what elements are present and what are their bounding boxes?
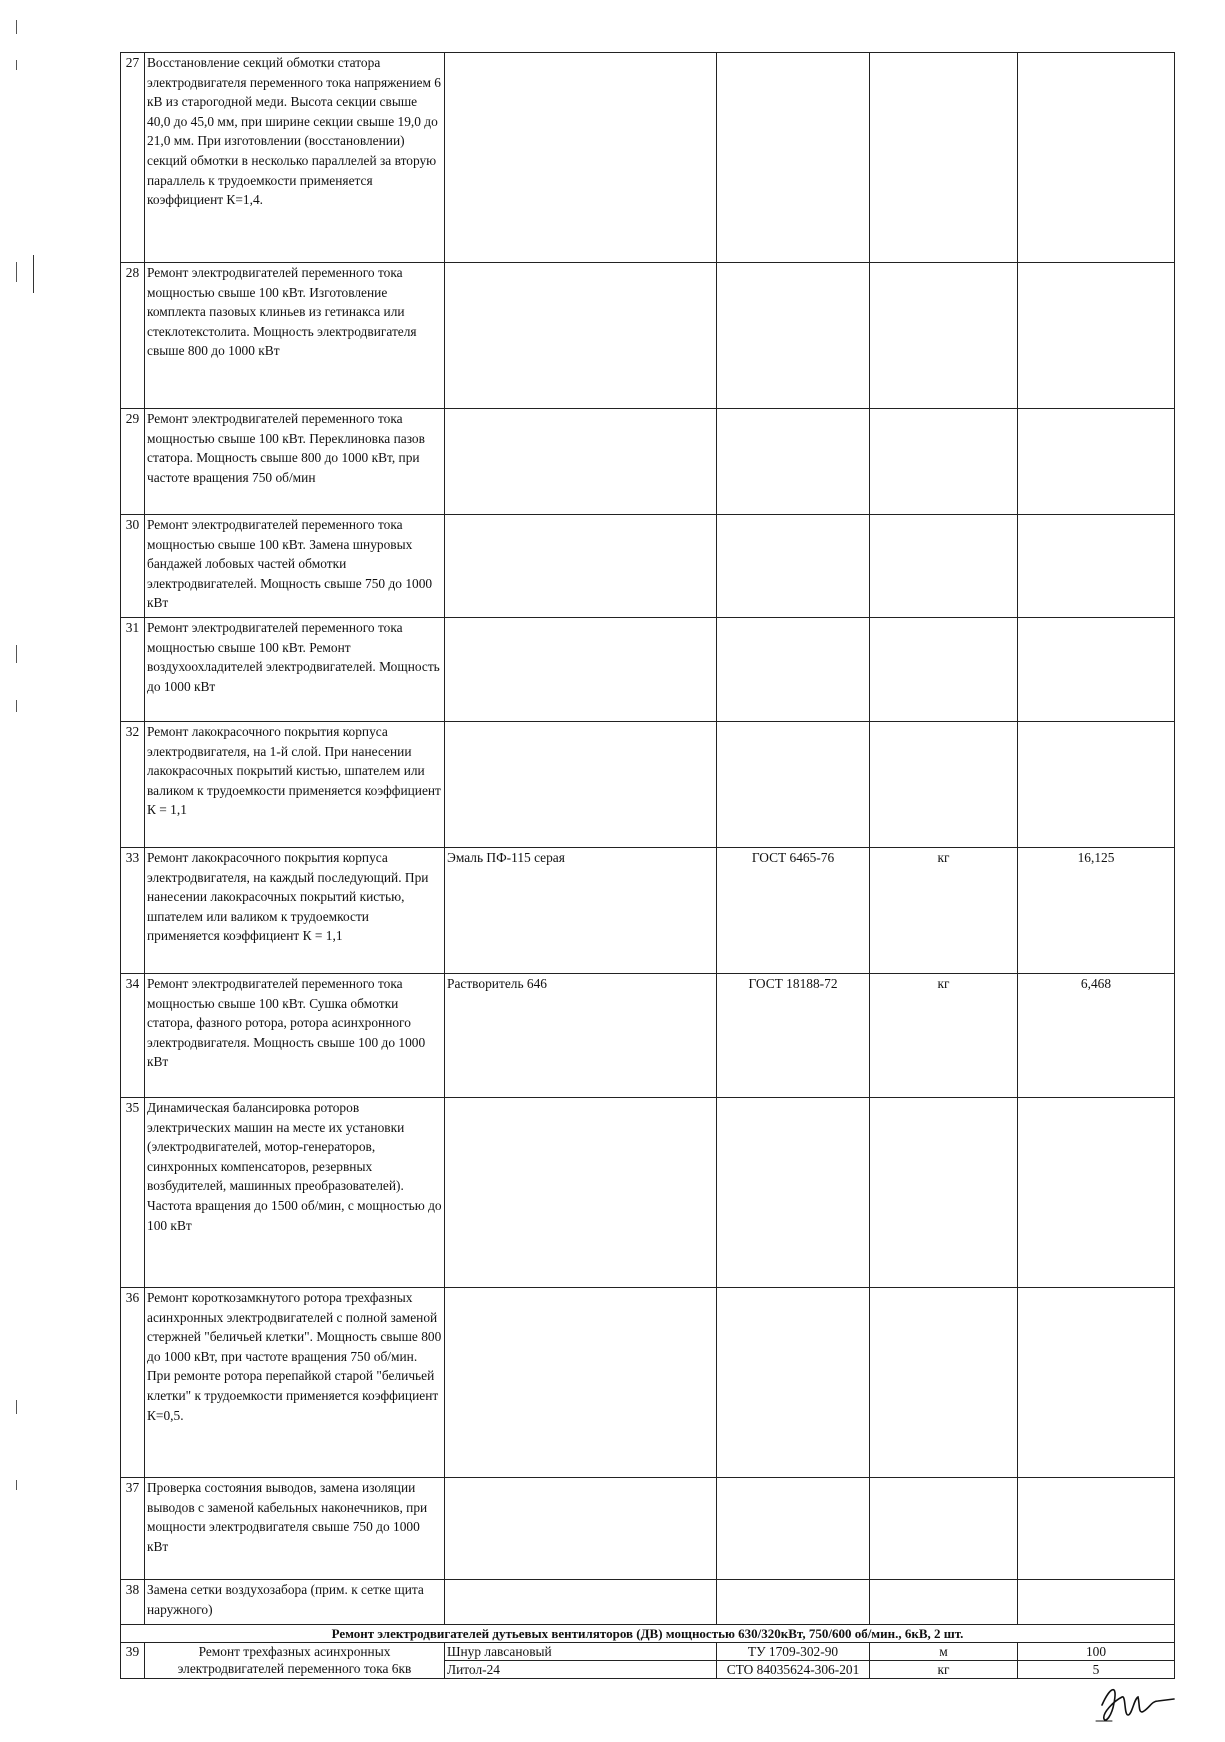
work-description: Ремонт электродвигателей переменного тока мощностью свыше 100 кВт. Ремонт воздухоохладителей электродвигателей. Мощность до 1000 кВт [145, 618, 445, 722]
material-cell [445, 53, 717, 263]
standard-cell [717, 53, 870, 263]
quantity-cell: 6,468 [1018, 974, 1175, 1098]
row-number: 27 [121, 53, 145, 263]
work-items-table [120, 52, 1175, 1679]
material-cell [445, 1098, 717, 1288]
unit-cell: кг [870, 1661, 1018, 1679]
unit-cell: кг [870, 848, 1018, 974]
unit-cell [870, 1098, 1018, 1288]
row-number: 37 [121, 1478, 145, 1580]
work-description [145, 1643, 445, 1679]
work-description: Ремонт электродвигателей переменного тока мощностью свыше 100 кВт. Переклиновка пазов статора. Мощность свыше 800 до 1000 кВт, при частоте вращения 750 об/мин [145, 409, 445, 515]
quantity-cell: 5 [1018, 1661, 1175, 1679]
table-row [121, 618, 1175, 722]
scan-artifact [16, 60, 17, 70]
table-row [121, 409, 1175, 515]
standard-cell: ГОСТ 6465-76 [717, 848, 870, 974]
table-row [121, 53, 1175, 263]
unit-cell [870, 722, 1018, 848]
unit-cell [870, 515, 1018, 618]
standard-cell [717, 515, 870, 618]
standard-cell [717, 1478, 870, 1580]
material-cell [445, 1580, 717, 1625]
row-number: 36 [121, 1288, 145, 1478]
row-number: 38 [121, 1580, 145, 1625]
standard-cell [717, 1098, 870, 1288]
standard-cell [717, 1288, 870, 1478]
table-row [121, 1098, 1175, 1288]
table-row [121, 263, 1175, 409]
work-description: Замена сетки воздухозабора (прим. к сетке щита наружного) [145, 1580, 445, 1625]
unit-cell [870, 409, 1018, 515]
scan-artifact [16, 645, 17, 663]
work-description: Ремонт электродвигателей переменного тока мощностью свыше 100 кВт. Замена шнуровых бандажей лобовых частей обмотки электродвигателей. Мощность свыше 750 до 1000 кВт [145, 515, 445, 618]
table-row [121, 722, 1175, 848]
material-cell: Эмаль ПФ-115 серая [445, 848, 717, 974]
work-description: Ремонт лакокрасочного покрытия корпуса электродвигателя, на 1-й слой. При нанесении лакокрасочных покрытий кистью, шпателем или валиком к трудоемкости применяется коэффициент К = 1,1 [145, 722, 445, 848]
scan-artifact [16, 1480, 17, 1490]
handwritten-signature [1092, 1675, 1182, 1730]
row-number: 28 [121, 263, 145, 409]
scan-artifact [16, 20, 17, 34]
work-description: Ремонт электродвигателей переменного тока мощностью свыше 100 кВт. Изготовление комплекта пазовых клиньев из гетинакса или стеклотекстолита. Мощность электродвигателя свыше 800 до 1000 кВт [145, 263, 445, 409]
work-description-text: Ремонт трехфазных асинхронных электродвигателей переменного тока 6кв [177, 1644, 412, 1676]
row-number: 34 [121, 974, 145, 1098]
table-row [121, 515, 1175, 618]
table-row [121, 1643, 1175, 1661]
table-row [121, 1288, 1175, 1478]
quantity-cell: 100 [1018, 1643, 1175, 1661]
unit-cell [870, 1288, 1018, 1478]
work-description: Ремонт электродвигателей переменного тока мощностью свыше 100 кВт. Сушка обмотки статора, фазного ротора, ротора асинхронного электродвигателя. Мощность свыше 100 до 1000 кВт [145, 974, 445, 1098]
row-number: 31 [121, 618, 145, 722]
row-number: 32 [121, 722, 145, 848]
standard-cell [717, 1580, 870, 1625]
section-header-row [121, 1625, 1175, 1643]
scan-artifact [16, 262, 17, 282]
table-row [121, 848, 1175, 974]
unit-cell: м [870, 1643, 1018, 1661]
standard-cell [717, 263, 870, 409]
unit-cell [870, 618, 1018, 722]
material-cell [445, 409, 717, 515]
material-cell [445, 263, 717, 409]
unit-cell [870, 53, 1018, 263]
work-description: Динамическая балансировка роторов электрических машин на месте их установки (электродвигателей, мотор-генераторов, синхронных компенсаторов, резервных возбудителей, машинных преобразователей). Частота вращения до 1500 об/мин, с мощностью до 100 кВт [145, 1098, 445, 1288]
row-number: 30 [121, 515, 145, 618]
quantity-cell [1018, 722, 1175, 848]
table-row [121, 1478, 1175, 1580]
material-cell [445, 1478, 717, 1580]
quantity-cell [1018, 1288, 1175, 1478]
quantity-cell [1018, 1478, 1175, 1580]
work-description: Проверка состояния выводов, замена изоляции выводов с заменой кабельных наконечников, при мощности электродвигателя свыше 750 до 1000 кВт [145, 1478, 445, 1580]
quantity-cell [1018, 1580, 1175, 1625]
material-cell: Растворитель 646 [445, 974, 717, 1098]
quantity-cell [1018, 263, 1175, 409]
section-header: Ремонт электродвигателей дутьевых вентиляторов (ДВ) мощностью 630/320кВт, 750/600 об/мин., 6кВ, 2 шт. [121, 1625, 1175, 1643]
standard-cell: СТО 84035624-306-201 [717, 1661, 870, 1679]
scan-artifact [16, 700, 17, 712]
standard-cell [717, 409, 870, 515]
quantity-cell [1018, 53, 1175, 263]
row-number: 29 [121, 409, 145, 515]
work-description: Ремонт лакокрасочного покрытия корпуса электродвигателя, на каждый последующий. При нанесении лакокрасочных покрытий кистью, шпателем или валиком к трудоемкости применяется коэффициент К = 1,1 [145, 848, 445, 974]
standard-cell [717, 618, 870, 722]
material-cell [445, 722, 717, 848]
table-row [121, 974, 1175, 1098]
unit-cell: кг [870, 974, 1018, 1098]
scan-artifact [33, 255, 34, 293]
material-cell [445, 618, 717, 722]
standard-cell: ГОСТ 18188-72 [717, 974, 870, 1098]
quantity-cell [1018, 618, 1175, 722]
material-cell: Шнур лавсановый [445, 1643, 717, 1661]
work-description: Ремонт короткозамкнутого ротора трехфазных асинхронных электродвигателей с полной заменой стержней "беличьей клетки". Мощность свыше 800 до 1000 кВт, при частоте вращения 750 об/мин. При ремонте ротора перепайкой старой "беличьей клетки" к трудоемкости применяется коэффициент К=0,5. [145, 1288, 445, 1478]
quantity-cell [1018, 515, 1175, 618]
row-number: 33 [121, 848, 145, 974]
unit-cell [870, 263, 1018, 409]
row-number: 35 [121, 1098, 145, 1288]
material-cell [445, 1288, 717, 1478]
row-number: 39 [121, 1643, 145, 1679]
standard-cell: ТУ 1709-302-90 [717, 1643, 870, 1661]
material-cell: Литол-24 [445, 1661, 717, 1679]
scan-artifact [16, 1400, 17, 1414]
table-row [121, 1580, 1175, 1625]
quantity-cell: 16,125 [1018, 848, 1175, 974]
work-description: Восстановление секций обмотки статора электродвигателя переменного тока напряжением 6 кВ из старогодной меди. Высота секции свыше 40,0 до 45,0 мм, при ширине секции свыше 19,0 до 21,0 мм. При изготовлении (восстановлении) секций обмотки в несколько параллелей за вторую параллель к трудоемкости применяется коэффициент К=1,4. [145, 53, 445, 263]
unit-cell [870, 1580, 1018, 1625]
material-cell [445, 515, 717, 618]
unit-cell [870, 1478, 1018, 1580]
standard-cell [717, 722, 870, 848]
quantity-cell [1018, 1098, 1175, 1288]
quantity-cell [1018, 409, 1175, 515]
